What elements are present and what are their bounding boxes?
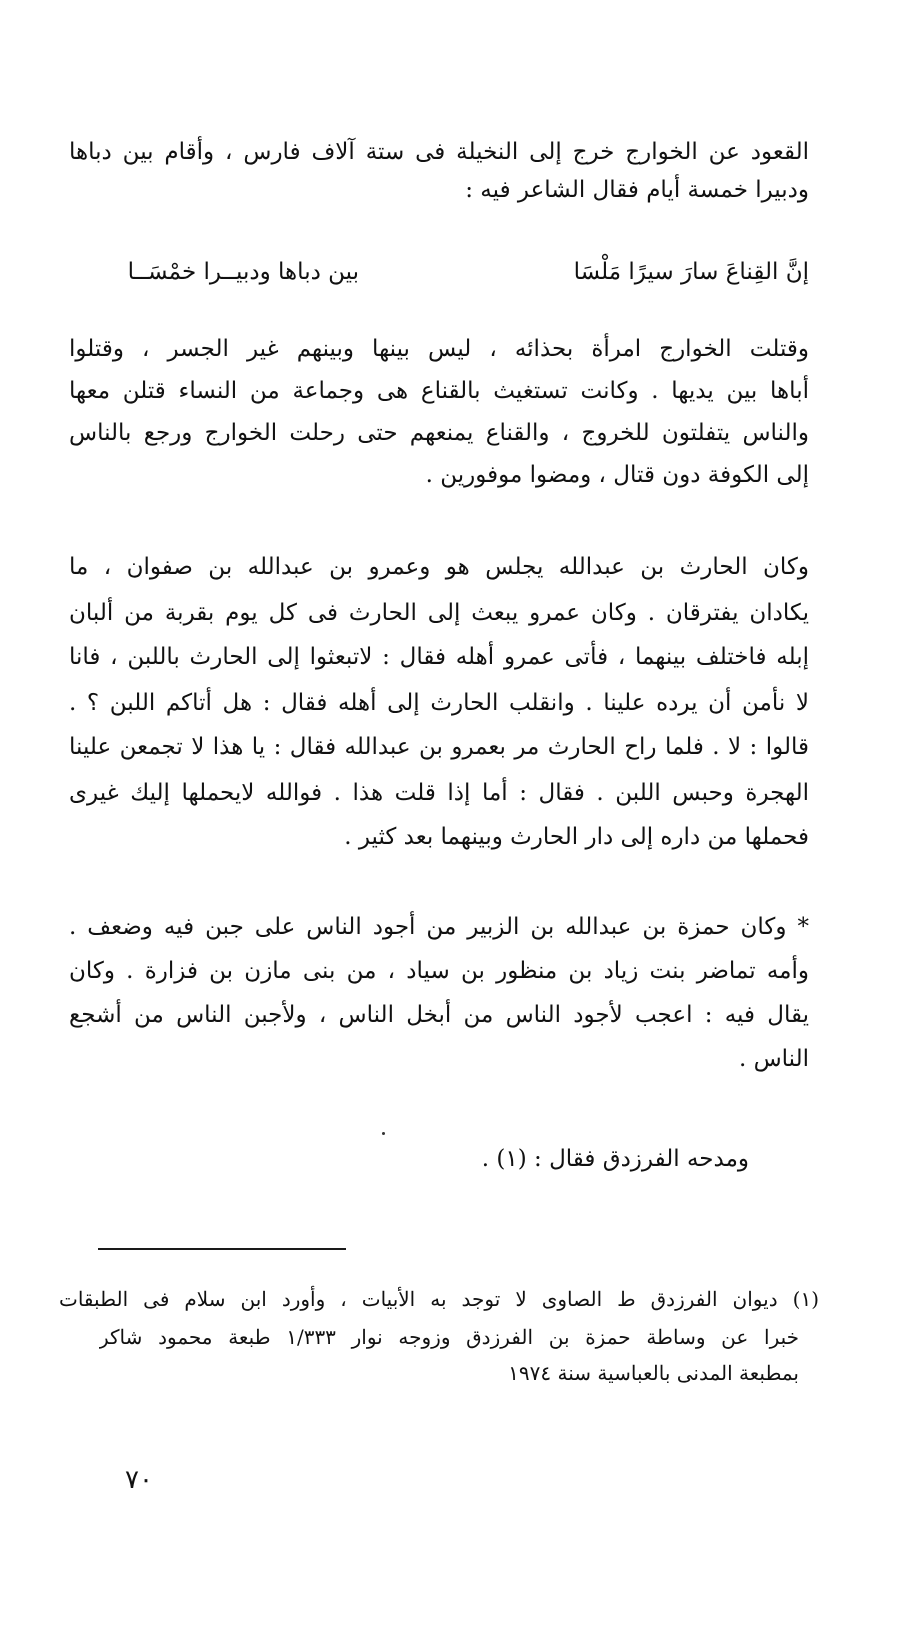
text-line: وأمه تماضر بنت زياد بن منظور بن سياد ، من بنى مازن بن فزارة . وكان — [69, 958, 809, 984]
text-line: ودبيرا خمسة أيام فقال الشاعر فيه : — [465, 177, 809, 203]
text-line: إبله فاختلف بينهما ، فأتى عمرو أهله فقال : لاتبعثوا إلى الحارث باللبن ، فانا — [69, 644, 809, 670]
text-line: إلى الكوفة دون قتال ، ومضوا موفورين . — [425, 462, 809, 488]
text-line: والناس يتفلتون للخروج ، والقناع يمنعهم حتى رحلت الخوارج ورجع بالناس — [69, 420, 809, 446]
text-line: وقتلت الخوارج امرأة بحذائه ، ليس بينها وبينهم غير الجسر ، وقتلوا — [69, 336, 809, 362]
footnote-line: بمطبعة المدنى بالعباسية سنة ١٩٧٤ — [508, 1361, 799, 1385]
verse-first-hemistich: إنَّ القِناعَ سارَ سيرًا مَلْسَا — [573, 259, 809, 285]
poem-verse — [69, 250, 809, 294]
text-line: الهجرة وحبس اللبن . فقال : أما إذا قلت هذا . فوالله لايحملها إليك غيرى — [69, 780, 809, 806]
text-line: قالوا : لا . فلما راح الحارث مر بعمرو بن عبدالله فقال : يا هذا لا تجمعن علينا — [69, 734, 809, 760]
text-line: يكادان يفترقان . وكان عمرو يبعث إلى الحارث فى كل يوم بقربة من ألبان — [69, 600, 809, 626]
text-line: القعود عن الخوارج خرج إلى النخيلة فى ستة آلاف فارس ، وأقام بين دباها — [69, 139, 809, 165]
text-line: يقال فيه : اعجب لأجود الناس من أبخل الناس ، ولأجبن الناس من أشجع — [69, 1002, 809, 1028]
text-line: وكان الحارث بن عبدالله يجلس هو وعمرو بن عبدالله بن صفوان ، ما — [69, 554, 809, 580]
footnote-line: (١) ديوان الفرزدق ط الصاوى لا توجد به الأبيات ، وأورد ابن سلام فى الطبقات — [59, 1287, 819, 1311]
verse-second-hemistich: بين دباها ودبيــرا خمْسَــا — [127, 259, 359, 285]
footnote-line: خبرا عن وساطة حمزة بن الفرزدق وزوجه نوار ١/٣٣٣ طبعة محمود شاكر — [99, 1325, 799, 1349]
text-line: فحملها من داره إلى دار الحارث وبينهما بعد كثير . — [344, 824, 809, 850]
footnote-separator — [98, 1248, 346, 1250]
text-line: * وكان حمزة بن عبدالله بن الزبير من أجود الناس على جبن فيه وضعف . — [69, 914, 809, 940]
text-line: لا نأمن أن يرده علينا . وانقلب الحارث إلى أهله فقال : هل أتاكم اللبن ؟ . — [69, 690, 809, 716]
text-line: الناس . — [738, 1046, 809, 1072]
page-number: ٧٠ — [125, 1465, 153, 1495]
text-line: أباها بين يديها . وكانت تستغيث بالقناع هى وجماعة من النساء قتلن معها — [69, 378, 809, 404]
text-line: ومدحه الفرزدق فقال : (١) . — [481, 1146, 749, 1172]
print-speck — [382, 1132, 385, 1135]
